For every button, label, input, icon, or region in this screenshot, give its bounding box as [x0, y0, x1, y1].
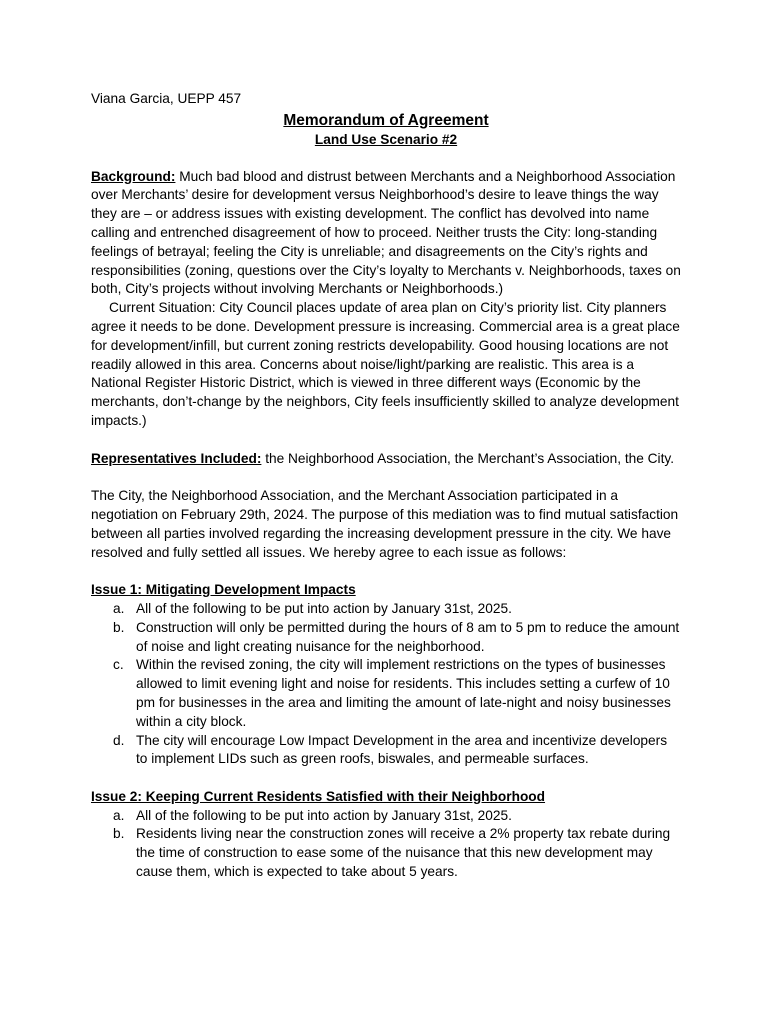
list-marker: a.	[113, 600, 125, 616]
background-paragraph	[91, 168, 681, 300]
background-label: Background:	[91, 168, 176, 184]
background-text: Much bad blood and distrust between Merchants and a Neighborhood Association over Merchants’ desire for development versus Neighborhood’s desire to leave things the way they are – or address issues with existing development. The conflict has devolved into name calling and entrenched disagreement of how to proceed. Neither trusts the City: long-standing feelings of betrayal; feeling the City is unreliable; and disagreements on the City’s rights and responsibilities (zoning, questions over the City’s loyalty to Merchants v. Neighborhoods, taxes on both, City’s projects without involving Merchants or Neighborhoods.)	[91, 168, 681, 297]
list-item-text: Within the revised zoning, the city will implement restrictions on the types of businesses allowed to limit evening light and noise for residents. This includes setting a curfew of 10 pm for businesses in the area and limiting the amount of late-night and noisy businesses within a city block.	[136, 657, 671, 729]
issue2-list	[91, 807, 681, 882]
intro-paragraph: The City, the Neighborhood Association, and the Merchant Association participated in a negotiation on February 29th, 2024. The purpose of this mediation was to find mutual satisfaction between all parties involved regarding the increasing development pressure in the city. We have resolved and fully settled all issues. We hereby agree to each issue as follows:	[91, 488, 679, 560]
list-item-text: All of the following to be put into action by January 31st, 2025.	[136, 807, 512, 823]
list-item	[113, 825, 681, 881]
issue1-list	[91, 600, 681, 769]
list-marker: d.	[113, 732, 125, 748]
representatives-label: Representatives Included:	[91, 450, 262, 466]
author-line: Viana Garcia, UEPP 457	[91, 91, 242, 106]
list-marker: a.	[113, 807, 125, 823]
representatives-paragraph	[91, 450, 681, 469]
list-item	[113, 619, 681, 657]
list-item	[113, 600, 681, 619]
list-item	[113, 732, 681, 770]
issue2-heading: Issue 2: Keeping Current Residents Satisfied with their Neighborhood	[91, 788, 546, 804]
list-item-text: Construction will only be permitted during the hours of 8 am to 5 pm to reduce the amount of noise and light creating nuisance for the neighborhood.	[136, 619, 680, 654]
list-item	[113, 807, 681, 826]
issue1-heading: Issue 1: Mitigating Development Impacts	[91, 582, 356, 598]
current-situation-paragraph: Current Situation: City Council places update of area plan on City’s priority list. City planners agree it needs to be done. Development pressure is increasing. Commercial area is a great place for development/infill, but current zoning restricts developability. Good housing locations are not readily allowed in this area. Concerns about noise/light/parking are realistic. This area is a National Register Historic District, which is viewed in three different ways (Economic by the merchants, don’t-change by the neighbors, City feels insufficiently skilled to analyze development impacts.)	[91, 300, 680, 428]
list-item-text: Residents living near the construction zones will receive a 2% property tax rebate during the time of construction to ease some of the nuisance that this new development may cause them, which is expected to take about 5 years.	[136, 826, 671, 880]
list-item	[113, 656, 681, 731]
memo-title: Memorandum of Agreement	[283, 111, 489, 129]
list-marker: b.	[113, 826, 125, 842]
list-item-text: All of the following to be put into action by January 31st, 2025.	[136, 600, 512, 616]
list-marker: b.	[113, 619, 125, 635]
representatives-text: the Neighborhood Association, the Merchant’s Association, the City.	[261, 450, 675, 466]
memo-body	[91, 90, 681, 882]
memo-subtitle: Land Use Scenario #2	[314, 131, 458, 147]
list-item-text: The city will encourage Low Impact Development in the area and incentivize developers to implement LIDs such as green roofs, biswales, and permeable surfaces.	[136, 732, 668, 767]
list-marker: c.	[113, 657, 124, 673]
